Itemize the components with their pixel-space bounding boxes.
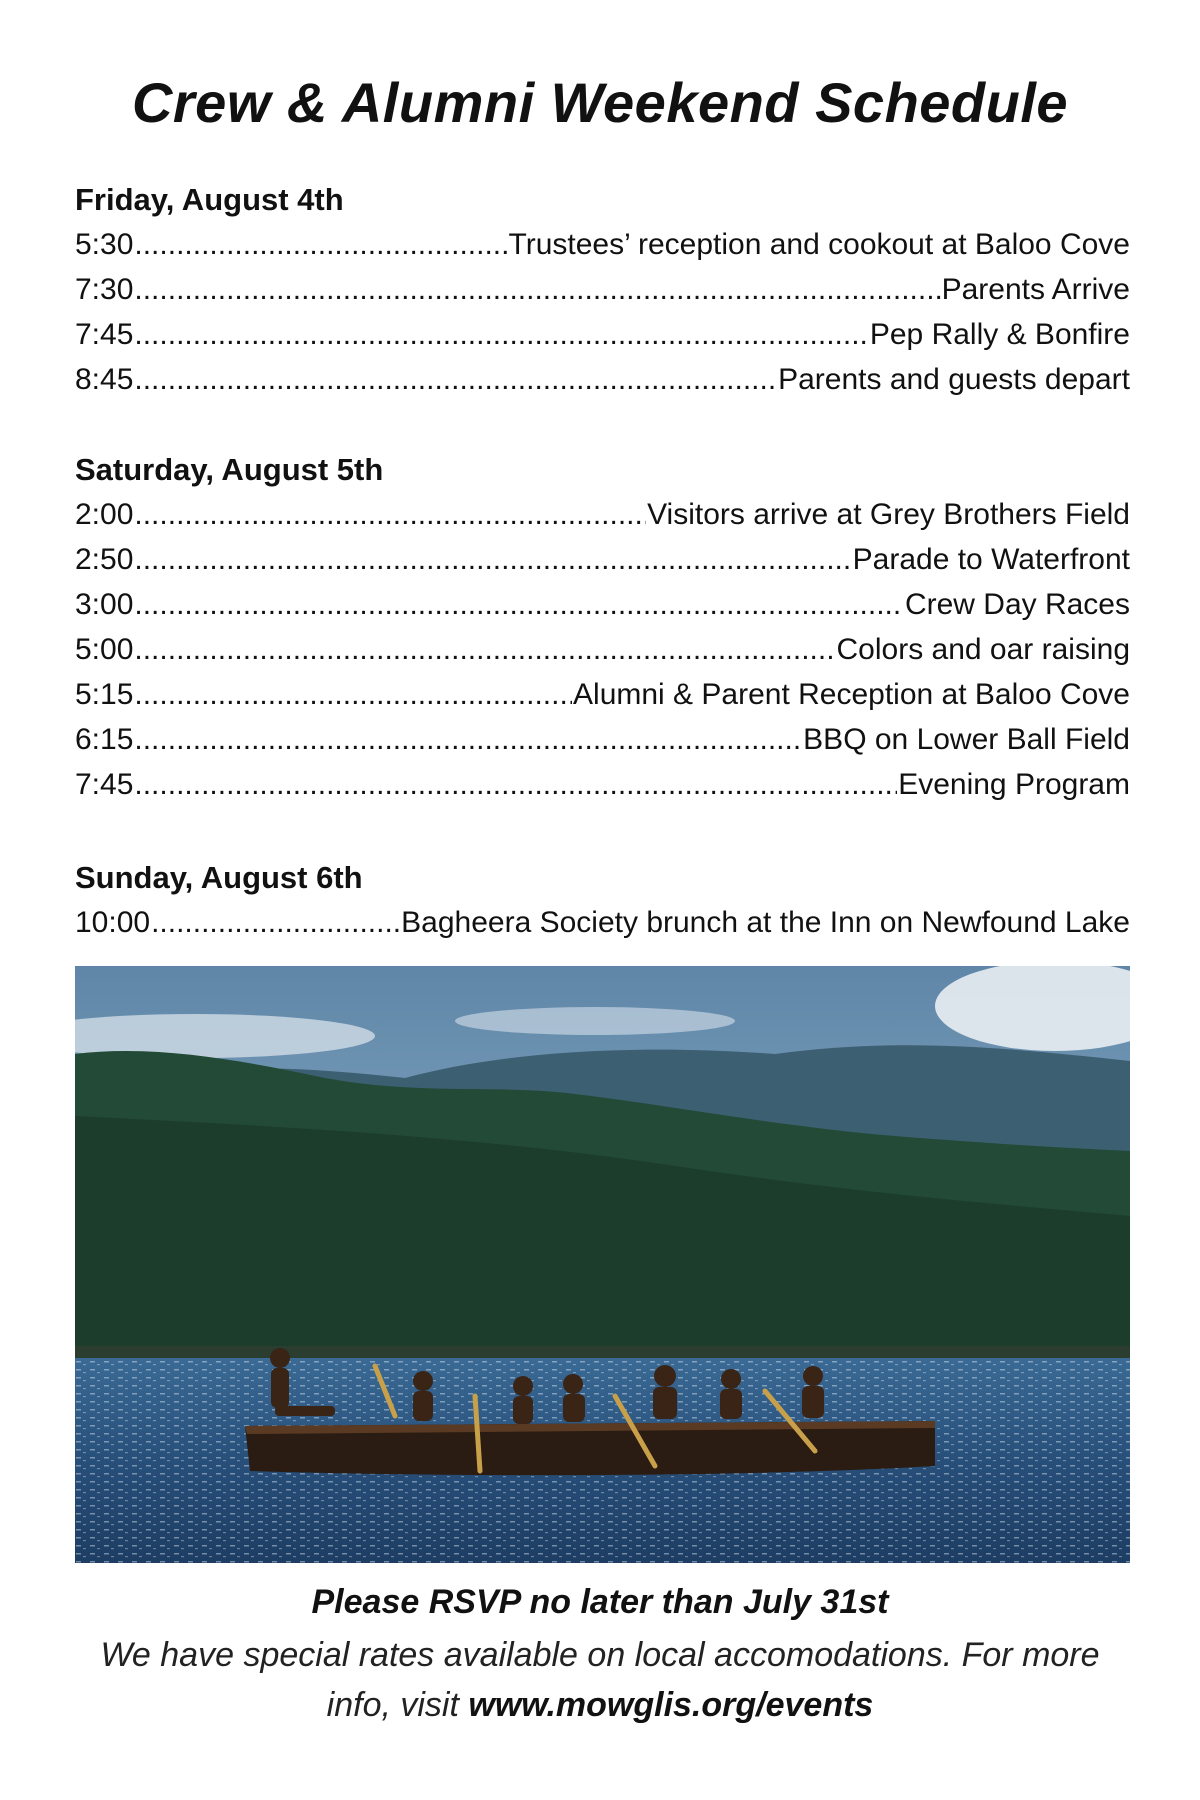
event-description: Parents and guests depart — [778, 363, 1130, 396]
event-row — [75, 627, 1130, 672]
event-time: 6:15 — [75, 723, 134, 756]
event-row — [75, 492, 1130, 537]
event-time: 8:45 — [75, 363, 134, 396]
rsvp-deadline: Please RSVP no later than July 31st — [311, 1583, 889, 1621]
event-time: 5:15 — [75, 678, 134, 711]
event-row — [75, 717, 1130, 762]
event-time: 7:45 — [75, 768, 134, 801]
event-time: 10:00 — [75, 906, 151, 939]
event-row — [75, 762, 1130, 807]
day-heading: Friday, August 4th — [75, 182, 344, 217]
events-url-link[interactable]: www.mowglis.org/events — [468, 1686, 874, 1724]
dot-leader — [134, 762, 897, 807]
event-description: Parade to Waterfront — [852, 543, 1130, 576]
day-section-saturday — [75, 448, 1130, 807]
event-row — [75, 672, 1130, 717]
dot-leader — [134, 267, 940, 312]
event-row — [75, 267, 1130, 312]
dot-leader — [134, 537, 851, 582]
rowing-crew-lake-photo — [75, 966, 1130, 1563]
event-description: Visitors arrive at Grey Brothers Field — [647, 498, 1130, 531]
event-time: 5:00 — [75, 633, 134, 666]
dot-leader — [134, 672, 572, 717]
event-description: Evening Program — [898, 768, 1130, 801]
event-description: Parents Arrive — [941, 273, 1130, 306]
event-description: Colors and oar raising — [836, 633, 1130, 666]
event-row — [75, 222, 1130, 267]
dot-leader — [151, 900, 400, 945]
event-row — [75, 900, 1130, 945]
photo-illustration — [75, 966, 1130, 1563]
event-description: Alumni & Parent Reception at Baloo Cove — [573, 678, 1130, 711]
event-description: Crew Day Races — [904, 588, 1130, 621]
event-row — [75, 537, 1130, 582]
day-section-friday — [75, 178, 1130, 402]
event-description: Bagheera Society brunch at the Inn on Newfound Lake — [401, 906, 1130, 939]
event-time: 3:00 — [75, 588, 134, 621]
dot-leader — [134, 627, 835, 672]
event-list — [75, 492, 1130, 807]
event-time: 7:45 — [75, 318, 134, 351]
dot-leader — [134, 582, 904, 627]
dot-leader — [134, 222, 507, 267]
info-text: We have special rates available on local accomodations. For more info, visit — [100, 1636, 1100, 1724]
day-heading: Saturday, August 5th — [75, 452, 384, 487]
page-title: Crew & Alumni Weekend Schedule — [131, 71, 1069, 134]
event-row — [75, 312, 1130, 357]
event-row — [75, 357, 1130, 402]
event-time: 2:00 — [75, 498, 134, 531]
day-section-sunday — [75, 856, 1130, 945]
event-time: 5:30 — [75, 228, 134, 261]
event-list — [75, 900, 1130, 945]
event-time: 2:50 — [75, 543, 134, 576]
dot-leader — [134, 492, 646, 537]
dot-leader — [134, 357, 777, 402]
accommodation-info — [80, 1630, 1120, 1730]
dot-leader — [134, 717, 802, 762]
day-heading: Sunday, August 6th — [75, 860, 363, 895]
event-row — [75, 582, 1130, 627]
event-time: 7:30 — [75, 273, 134, 306]
event-description: BBQ on Lower Ball Field — [803, 723, 1130, 756]
event-list — [75, 222, 1130, 402]
event-description: Trustees’ reception and cookout at Baloo Cove — [508, 228, 1130, 261]
dot-leader — [134, 312, 868, 357]
event-description: Pep Rally & Bonfire — [869, 318, 1130, 351]
